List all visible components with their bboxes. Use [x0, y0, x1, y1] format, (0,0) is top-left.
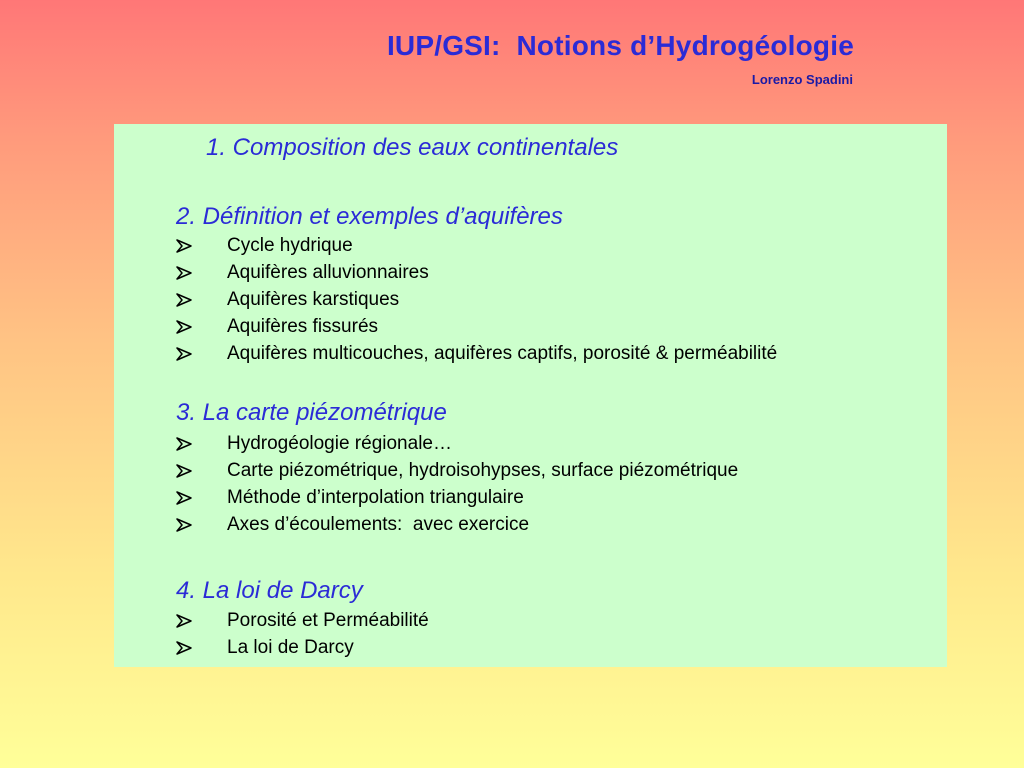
- list-item-text: Aquifères fissurés: [227, 316, 379, 337]
- arrowhead-bullet-icon: [176, 234, 192, 258]
- list-item-text: Aquifères multicouches, aquifères captifs, porosité & perméabilité: [227, 343, 778, 364]
- arrowhead-bullet-icon: [176, 315, 192, 339]
- list-item: [176, 513, 530, 537]
- arrowhead-bullet-icon: [176, 609, 192, 633]
- arrowhead-bullet-icon: [176, 486, 192, 510]
- list-item: [176, 234, 353, 258]
- list-item-text: Cycle hydrique: [227, 235, 353, 256]
- list-item: [176, 315, 379, 339]
- author-name: Lorenzo Spadini: [751, 72, 853, 87]
- list-item-text: Porosité et Perméabilité: [227, 610, 429, 631]
- list-item-text: Méthode d’interpolation triangulaire: [227, 487, 524, 508]
- list-item-text: Carte piézométrique, hydroisohypses, surface piézométrique: [227, 460, 739, 481]
- list-item-text: Axes d’écoulements: avec exercice: [227, 514, 530, 535]
- arrowhead-bullet-icon: [176, 432, 192, 456]
- section-title-4: 4. La loi de Darcy: [176, 577, 363, 604]
- list-item-text: Aquifères alluvionnaires: [227, 262, 429, 283]
- list-item: [176, 459, 739, 483]
- section-title-1: 1. Composition des eaux continentales: [206, 134, 619, 161]
- slide-title: IUP/GSI: Notions d’Hydrogéologie: [386, 30, 854, 61]
- list-item: [176, 261, 429, 285]
- arrowhead-bullet-icon: [176, 288, 192, 312]
- list-item: [176, 342, 778, 366]
- list-item: [176, 486, 524, 510]
- section-title-3: 3. La carte piézométrique: [176, 399, 447, 426]
- arrowhead-bullet-icon: [176, 513, 192, 537]
- list-item: [176, 288, 400, 312]
- list-item: [176, 609, 429, 633]
- content-panel: [114, 124, 947, 667]
- arrowhead-bullet-icon: [176, 459, 192, 483]
- arrowhead-bullet-icon: [176, 342, 192, 366]
- list-item: [176, 432, 452, 456]
- list-item-text: La loi de Darcy: [227, 637, 354, 658]
- list-item: [176, 636, 354, 660]
- arrowhead-bullet-icon: [176, 261, 192, 285]
- list-item-text: Aquifères karstiques: [227, 289, 400, 310]
- arrowhead-bullet-icon: [176, 636, 192, 660]
- list-item-text: Hydrogéologie régionale…: [227, 433, 452, 454]
- section-title-2: 2. Définition et exemples d’aquifères: [176, 203, 563, 230]
